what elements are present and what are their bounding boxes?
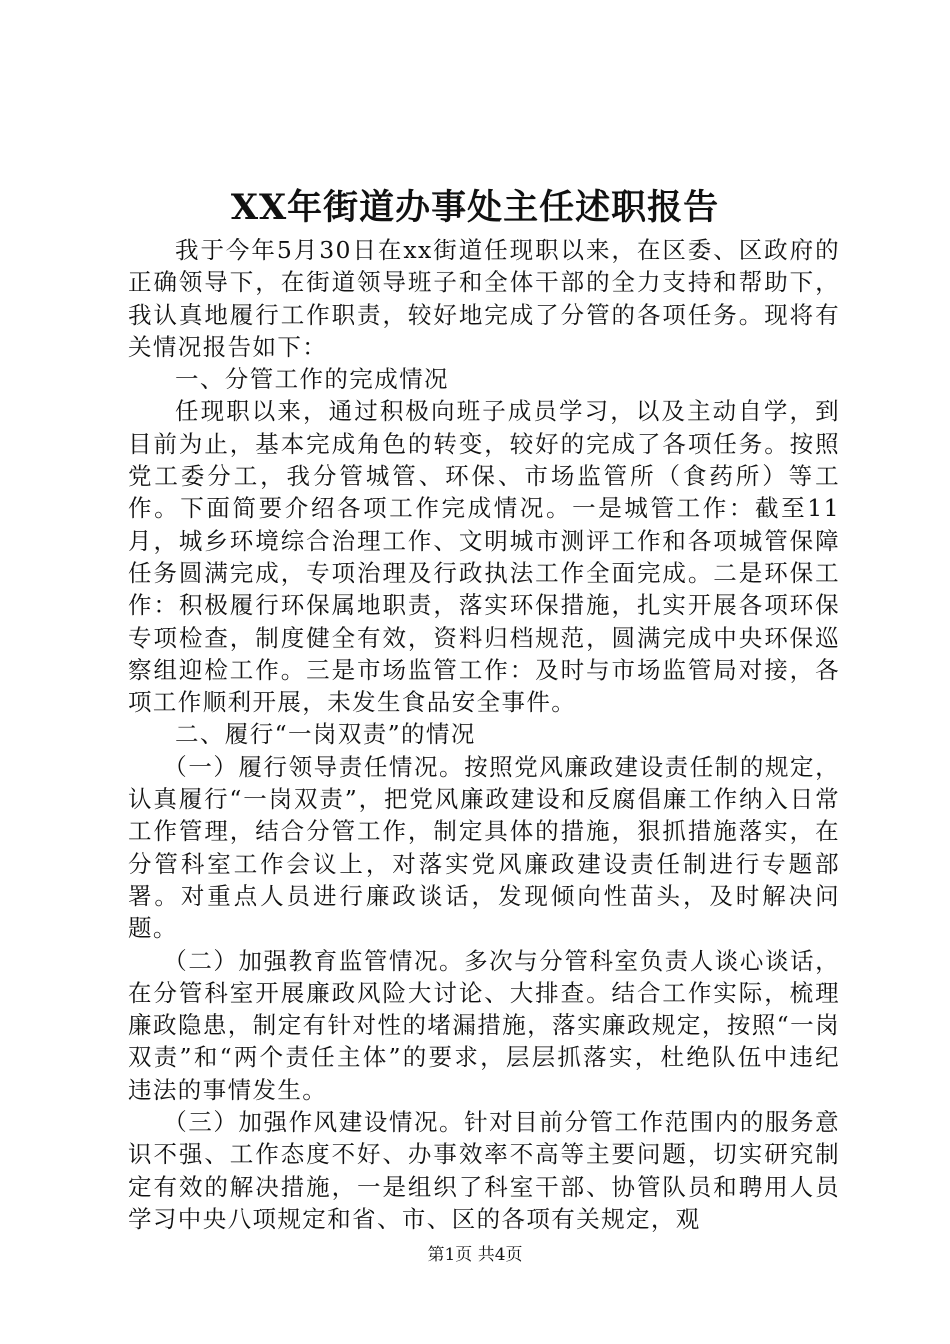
section-heading-1: 一、分管工作的完成情况 — [175, 365, 449, 394]
document-body — [128, 234, 840, 1235]
subsection-2-paragraph: （二）加强教育监管情况。多次与分管科室负责人谈心谈话，在分管科室开展廉政风险大讨论、大排查。结合工作实际，梳理廉政隐患，制定有针对性的堵漏措施，落实廉政规定，按照“一岗双责”和“两个责任主体”的要求，层层抓落实，杜绝队伍中违纪违法的事情发生。 — [128, 946, 840, 1104]
subsection-3-paragraph: （三）加强作风建设情况。针对目前分管工作范围内的服务意识不强、工作态度不好、办事效率不高等主要问题，切实研究制定有效的解决措施，一是组织了科室干部、协管队员和聘用人员学习中央八项规定和省、市、区的各项有关规定，观 — [128, 1108, 840, 1233]
page-number-footer: 第1页 共4页 — [427, 1245, 523, 1265]
section-1-paragraph: 任现职以来，通过积极向班子成员学习，以及主动自学，到目前为止，基本完成角色的转变，较好的完成了各项任务。按照党工委分工，我分管城管、环保、市场监管所（食药所）等工作。下面简要介绍各项工作完成情况。一是城管工作：截至11月，城乡环境综合治理工作、文明城市测评工作和各项城管保障任务圆满完成，专项治理及行政执法工作全面完成。二是环保工作：积极履行环保属地职责，落实环保措施，扎实开展各项环保专项检查，制度健全有效，资料归档规范，圆满完成中央环保巡察组迎检工作。三是市场监管工作：及时与市场监管局对接，各项工作顺利开展，未发生食品安全事件。 — [128, 397, 840, 717]
document-title: XX年街道办事处主任述职报告 — [230, 187, 720, 228]
subsection-1-paragraph: （一）履行领导责任情况。按照党风廉政建设责任制的规定，认真履行“一岗双责”，把党风廉政建设和反腐倡廉工作纳入日常工作管理，结合分管工作，制定具体的措施，狠抓措施落实，在分管科室工作会议上，对落实党风廉政建设责任制进行专题部署。对重点人员进行廉政谈话，发现倾向性苗头，及时解决问题。 — [128, 752, 840, 943]
intro-paragraph: 我于今年5月30日在xx街道任现职以来，在区委、区政府的正确领导下，在街道领导班子和全体干部的全力支持和帮助下，我认真地履行工作职责，较好地完成了分管的各项任务。现将有关情况报告如下： — [128, 236, 840, 361]
section-heading-2: 二、履行“一岗双责”的情况 — [175, 720, 476, 749]
